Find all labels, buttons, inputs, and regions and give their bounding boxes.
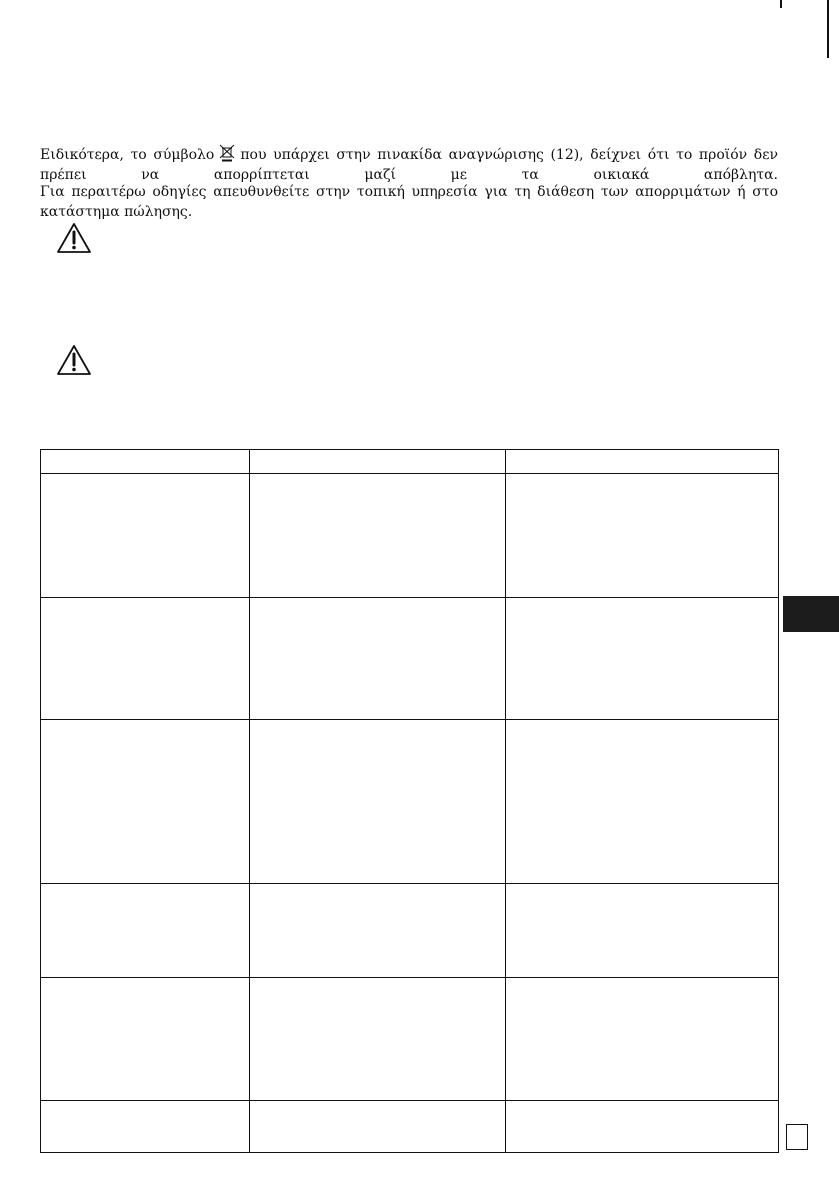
table-header-cell	[506, 450, 779, 474]
table-cell	[41, 474, 250, 598]
table-cell	[506, 598, 779, 720]
crop-mark	[827, 0, 829, 58]
table-row	[41, 1101, 779, 1153]
table-cell	[41, 720, 250, 884]
table-cell	[41, 978, 250, 1101]
table-cell	[250, 1101, 506, 1153]
table-cell	[250, 978, 506, 1101]
table-cell	[41, 884, 250, 978]
table-cell	[41, 1101, 250, 1153]
table-cell	[250, 720, 506, 884]
table-row	[41, 884, 779, 978]
language-section-tab	[783, 596, 839, 632]
table-cell	[250, 884, 506, 978]
disposal-symbol-paragraph	[40, 144, 778, 185]
page-number-box	[786, 1124, 808, 1150]
table-cell	[250, 474, 506, 598]
crossed-out-wheelie-bin-icon	[218, 144, 236, 162]
table-cell	[506, 1101, 779, 1153]
table-cell	[506, 720, 779, 884]
table-header-cell	[41, 450, 250, 474]
table-row	[41, 978, 779, 1101]
warning-triangle-icon	[56, 344, 92, 376]
warning-triangle-icon	[56, 222, 92, 254]
table-row	[41, 474, 779, 598]
table-cell	[41, 598, 250, 720]
table-row	[41, 598, 779, 720]
paragraph1-text-after-icon: που υπάρχει στην πινακίδα αναγνώρισης (12), δείχνει ότι το προϊόν δεν πρέπει να απορρίπτεται μαζί με τα οικιακά απόβλητα.	[40, 147, 778, 183]
troubleshooting-table	[40, 449, 779, 1153]
table-cell	[506, 978, 779, 1101]
table-header-row	[41, 450, 779, 474]
paragraph1-text-before-icon: Ειδικότερα, το σύμβολο	[40, 147, 215, 163]
crop-mark	[780, 0, 782, 8]
disposal-instructions-paragraph: Για περαιτέρω οδηγίες απευθυνθείτε στην τοπική υπηρεσία για τη διάθεση των απορριμάτων ή στο κατάστημα πώλησης.	[40, 184, 778, 220]
table-cell	[506, 884, 779, 978]
table-cell	[250, 598, 506, 720]
table-cell	[506, 474, 779, 598]
table-row	[41, 720, 779, 884]
table-header-cell	[250, 450, 506, 474]
